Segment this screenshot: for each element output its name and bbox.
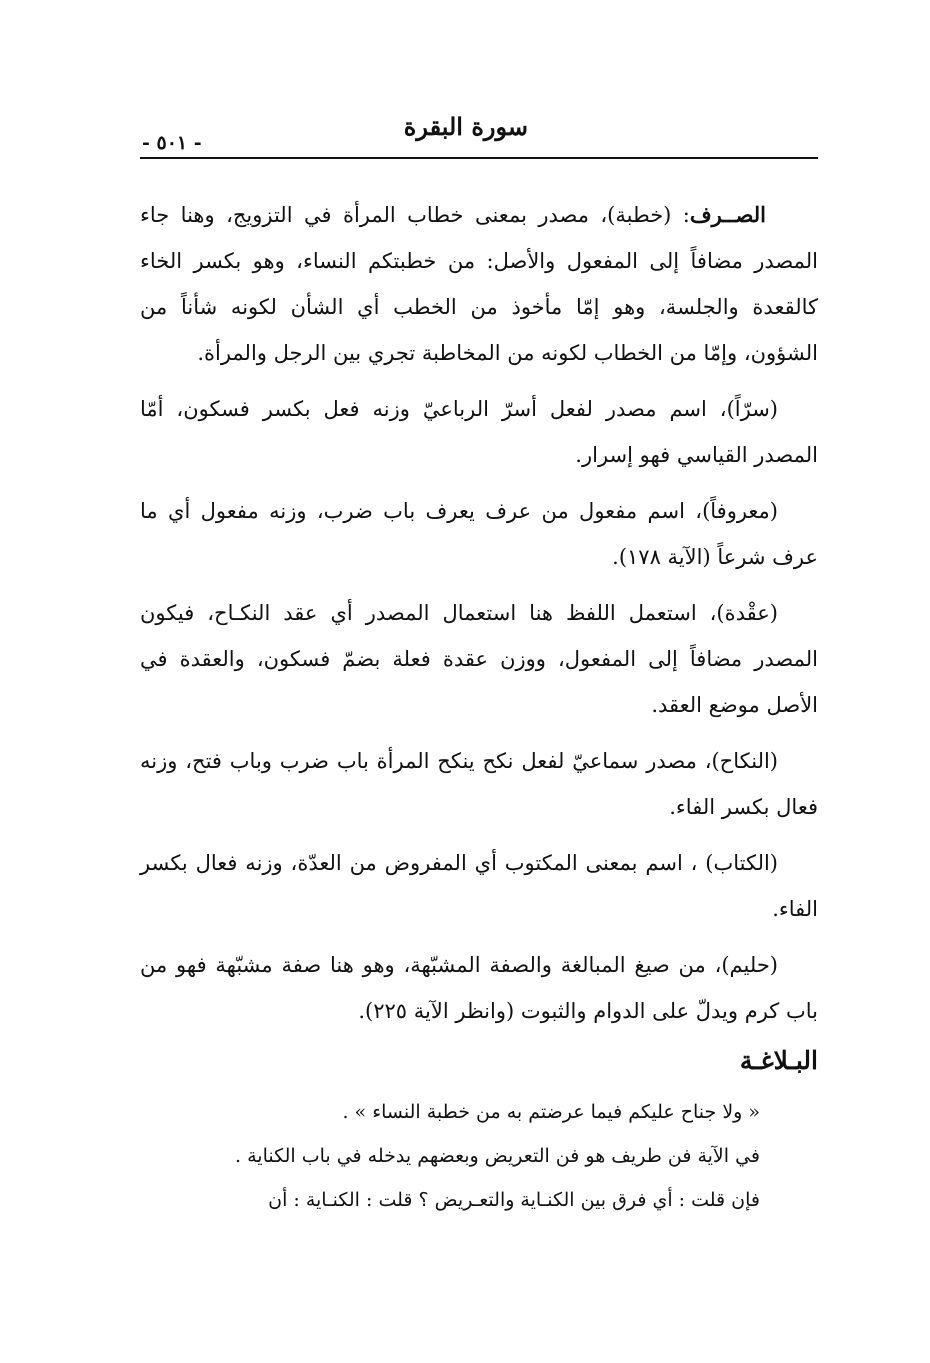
balagha-heading: البـلاغـة (739, 1046, 818, 1075)
page-header (140, 108, 818, 160)
paragraph-uqdah: (عقْدة)، استعمل اللفظ هنا استعمال المصدر أي عقد النكـاح، فيكون المصدر مضافاً إلى المفعول، ووزن عقدة فعلة بضمّ فسكون، والعقدة في الأصل موضع العقد. (140, 601, 818, 717)
page-number: - ٥٠١ - (142, 132, 202, 154)
surah-title: سورة البقرة (403, 112, 528, 141)
paragraph-sarf (140, 192, 818, 376)
balagha-line-1: في الآية فن طريف هو فن التعريض وبعضهم يدخله في باب الكناية . (235, 1145, 760, 1167)
paragraph-sirran: (سرّاً)، اسم مصدر لفعل أسرّ الرباعيّ وزنه فعل بكسر فسكون، أمّا المصدر القياسي فهو إسرار. (140, 397, 818, 467)
sarf-intro-text: : (خطبة)، مصدر بمعنى خطاب المرأة في التزويج، وهنا جاء المصدر مضافاً إلى المفعول والأصل: من خطبتكم النساء، وهو بكسر الخاء كالقعدة والجلسة، وهو إمّا مأخوذ من الخطب أي الشأن لكونه شأناً من الشؤون، وإمّا من الخطاب لكونه من المخاطبة تجري بين الرجل والمرأة. (140, 203, 818, 365)
sarf-label: الصــرف (689, 202, 766, 227)
balagha-section (140, 1090, 760, 1222)
paragraph-nikah: (النكاح)، مصدر سماعيّ لفعل نكح ينكح المرأة باب ضرب وباب فتح، وزنه فعال بكسر الفاء. (140, 749, 818, 819)
paragraph-maroufan: (معروفاً)، اسم مفعول من عرف يعرف باب ضرب، وزنه مفعول أي ما عرف شرعاً (الآية ١٧٨). (140, 499, 818, 569)
balagha-line-2: فإن قلت : أي فرق بين الكنـاية والتعـريض ؟ قلت : الكنـاية : أن (268, 1189, 760, 1211)
paragraph-kitab: (الكتاب) ، اسم بمعنى المكتوب أي المفروض من العدّة، وزنه فعال بكسر الفاء. (140, 851, 818, 921)
paragraph-halim: (حليم)، من صيغ المبالغة والصفة المشبّهة، وهو هنا صفة مشبّهة فهو من باب كرم ويدلّ على الدوام والثبوت (وانظر الآية ٢٢٥). (140, 953, 818, 1023)
header-divider (140, 157, 818, 159)
main-text (140, 192, 818, 1044)
quran-quote: « ولا جناح عليكم فيما عرضتم به من خطبة النساء » . (342, 1101, 760, 1123)
